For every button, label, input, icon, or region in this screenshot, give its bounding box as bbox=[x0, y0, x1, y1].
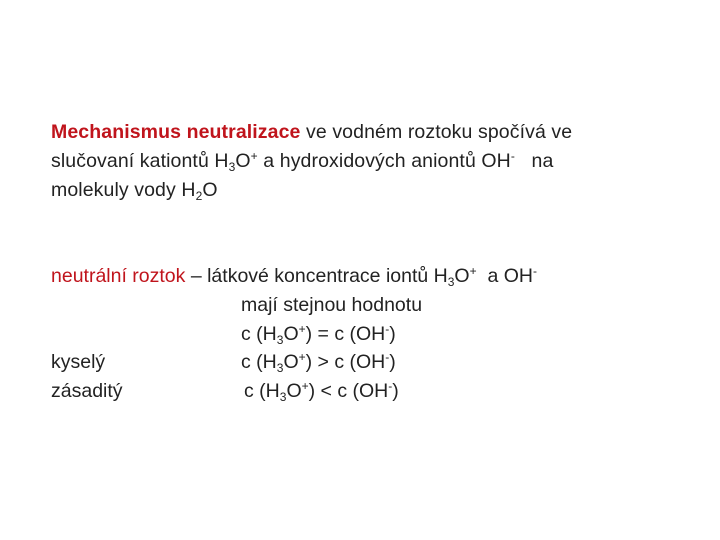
superscript: - bbox=[385, 322, 390, 336]
intro-line-2-o: O bbox=[235, 150, 251, 172]
intro-line-2-text-c: na bbox=[514, 150, 554, 172]
eq-text-b: ) > c (OH bbox=[305, 351, 386, 373]
intro-line-2-text: slučovaní kationtů H bbox=[51, 150, 229, 172]
superscript: + bbox=[250, 149, 258, 163]
neutral-o: O bbox=[454, 265, 470, 287]
intro-line-3 bbox=[51, 176, 711, 205]
acid-label: kyselý bbox=[51, 351, 106, 373]
eq-o: O bbox=[286, 380, 302, 402]
subscript: 3 bbox=[276, 333, 284, 347]
superscript: + bbox=[298, 350, 306, 364]
term-neutralization: Mechanismus neutralizace bbox=[51, 121, 301, 143]
subscript: 3 bbox=[279, 390, 287, 404]
eq-text-b: ) = c (OH bbox=[305, 323, 386, 345]
eq-text-b: ) < c (OH bbox=[308, 380, 389, 402]
neutral-definition-text-2: a OH bbox=[476, 265, 533, 287]
neutral-definition-row bbox=[51, 262, 537, 291]
subscript: 3 bbox=[228, 160, 236, 174]
eq-text-c: ) bbox=[392, 380, 399, 402]
superscript: - bbox=[385, 350, 390, 364]
equation-base bbox=[244, 377, 399, 406]
intro-line-1-rest: ve vodném roztoku spočívá ve bbox=[300, 121, 573, 143]
subscript: 3 bbox=[447, 275, 455, 289]
subscript: 3 bbox=[276, 361, 284, 375]
neutral-definition-text: látkové koncentrace iontů H bbox=[207, 265, 448, 287]
intro-line-3-text: molekuly vody H bbox=[51, 179, 196, 201]
term-neutral-solution: neutrální roztok bbox=[51, 265, 186, 287]
eq-text: c (H bbox=[241, 351, 277, 373]
intro-line-1 bbox=[51, 118, 711, 147]
intro-line-2-text-b: a hydroxidových aniontů OH bbox=[257, 150, 511, 172]
eq-o: O bbox=[283, 323, 299, 345]
eq-text-c: ) bbox=[389, 351, 396, 373]
eq-o: O bbox=[283, 351, 299, 373]
intro-paragraph bbox=[51, 118, 711, 205]
superscript: + bbox=[301, 379, 309, 393]
subscript: 2 bbox=[195, 189, 203, 203]
superscript: - bbox=[388, 379, 393, 393]
equation-acid bbox=[241, 348, 396, 377]
eq-text: c (H bbox=[241, 323, 277, 345]
intro-line-2 bbox=[51, 147, 711, 176]
neutral-definition-line-2: mají stejnou hodnotu bbox=[241, 294, 423, 316]
intro-line-3-o: O bbox=[202, 179, 218, 201]
eq-text: c (H bbox=[244, 380, 280, 402]
equation-neutral bbox=[241, 320, 396, 349]
superscript: + bbox=[298, 322, 306, 336]
eq-text-c: ) bbox=[389, 323, 396, 345]
base-label: zásaditý bbox=[51, 380, 123, 402]
dash: – bbox=[185, 265, 208, 287]
superscript: - bbox=[510, 149, 515, 163]
superscript: - bbox=[532, 264, 537, 278]
superscript: + bbox=[469, 264, 477, 278]
